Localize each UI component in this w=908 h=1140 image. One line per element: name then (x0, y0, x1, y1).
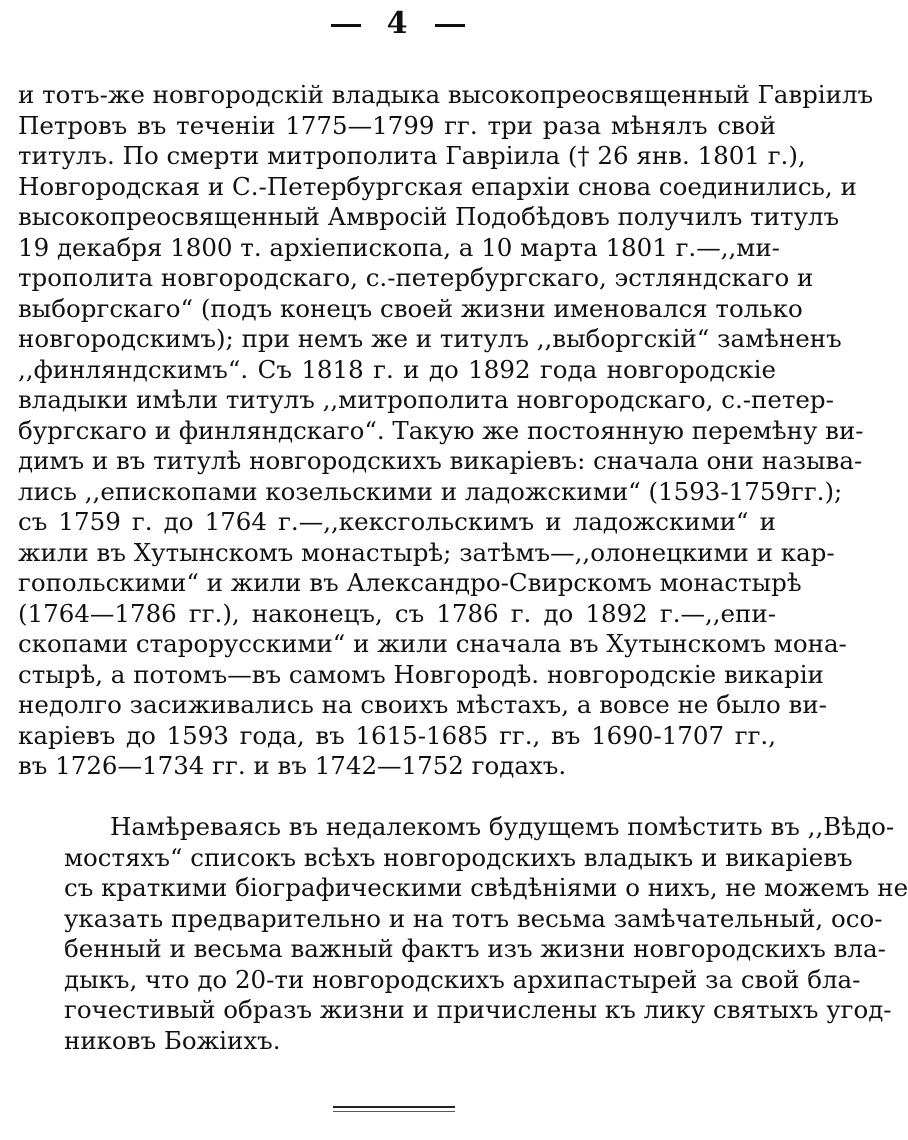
footer-rule (333, 1106, 455, 1108)
text-line: стырѣ, а потомъ—въ самомъ Новгородѣ. новгородскіе викаріи (18, 659, 824, 689)
text-line: новгородскимъ); при немъ же и титулъ ,,выборгскій“ замѣненъ (18, 324, 842, 353)
text-line: выборгскаго“ (подъ конецъ своей жизни именовался только (18, 293, 803, 323)
text-line: 19 декабря 1800 т. архіепископа, а 10 марта 1801 г.—,,ми- (18, 232, 780, 262)
text-line: недолго засиживались на своихъ мѣстахъ, а вовсе не было ви- (18, 690, 827, 719)
text-line: гопольскими“ и жили въ Александро-Свирскомъ монастырѣ (18, 568, 802, 597)
footer-rule-thin (333, 1111, 455, 1112)
text-line: ,,финляндскимъ“. Съ 1818 г. и до 1892 года новгородскіе (18, 354, 776, 384)
text-line: высокопреосвященный Амвросій Подобѣдовъ получилъ титулъ (18, 202, 840, 231)
text-line: жили въ Хутынскомъ монастырѣ; затѣмъ—,,олонецкими и кар- (18, 537, 835, 567)
header-dash-right (435, 24, 465, 27)
text-line: владыки имѣли титулъ ,,митрополита новгородскаго, с.-петер- (18, 385, 834, 414)
text-line: и тотъ-же новгородскій владыка высокопреосвященный Гавріилъ (18, 80, 874, 109)
text-line: указать предварительно и на тотъ весьма замѣчательный, осо- (64, 903, 883, 933)
text-line: титулъ. По смерти митрополита Гавріила († 26 янв. 1801 г.), (18, 141, 806, 170)
text-line: бенный и весьма важный фактъ изъ жизни новгородскихъ вла- (64, 934, 886, 963)
text-line: Новгородская и С.-Петербургская епархіи снова соединились, и (18, 171, 857, 201)
text-line: въ 1726—1734 гг. и въ 1742—1752 годахъ. (18, 751, 567, 780)
text-line: димъ и въ титулѣ новгородскихъ викаріевъ: сначала они называ- (18, 446, 863, 475)
text-line: Петровъ въ теченіи 1775—1799 гг. три раза мѣнялъ свой (18, 110, 776, 140)
text-line: Намѣреваясь въ недалекомъ будущемъ помѣстить въ ,,Вѣдо- (110, 812, 895, 841)
text-line: мостяхъ“ списокъ всѣхъ новгородскихъ владыкъ и викаріевъ (64, 842, 853, 872)
header-dash-left (331, 24, 361, 27)
text-line: гочестивый образъ жизни и причислены къ лику святыхъ угод- (64, 995, 892, 1024)
text-line: бургскаго и финляндскаго“. Такую же постоянную перемѣну ви- (18, 415, 864, 445)
text-line: съ краткими біографическими свѣдѣніями о нихъ, не можемъ не (64, 873, 908, 902)
text-line: дыкъ, что до 20-ти новгородскихъ архипастырей за свой бла- (64, 964, 861, 994)
text-line: никовъ Божіихъ. (64, 1025, 281, 1055)
text-line: каріевъ до 1593 года, въ 1615-1685 гг., въ 1690-1707 гг., (18, 720, 776, 750)
text-line: скопами старорусскими“ и жили сначала въ Хутынскомъ мона- (18, 629, 847, 658)
text-line: съ 1759 г. до 1764 г.—,,кексгольскимъ и ладожскими“ и (18, 507, 776, 536)
paragraph-2 (18, 812, 908, 1056)
page-number: 4 (386, 6, 410, 41)
text-line: трополита новгородскаго, с.-петербургскаго, эстляндскаго и (18, 263, 814, 292)
text-line: лись ,,епископами козельскими и ладожскими“ (1593-1759гг.); (18, 476, 843, 506)
page-header (0, 6, 796, 42)
text-line: (1764—1786 гг.), наконецъ, съ 1786 г. до 1892 г.—,,епи- (18, 598, 776, 628)
paragraph-1 (18, 80, 874, 782)
